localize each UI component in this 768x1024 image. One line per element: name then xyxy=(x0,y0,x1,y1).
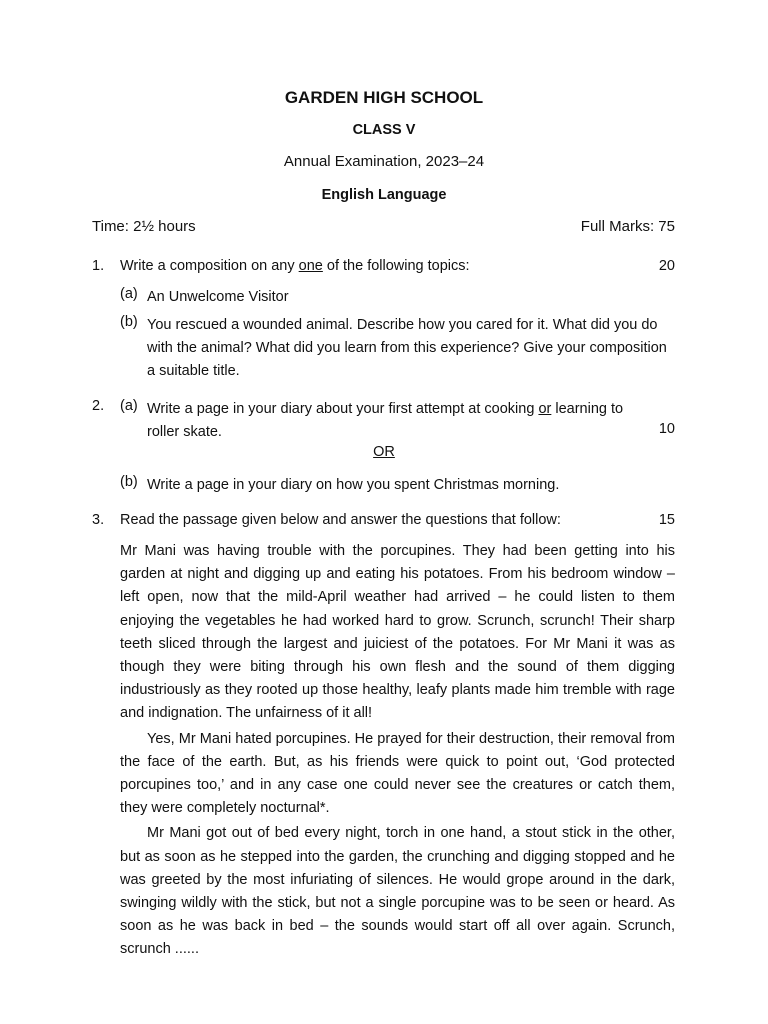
passage-paragraph: Mr Mani got out of bed every night, torch in one hand, a stout stick in the other, but as soon as he stepped into the garden, the crunching and digging stopped and he was greeted by the most infuriating of silences. He would grope around in the dark, swinging wildly with the stick, but not a single porcupine was to be seen or heard. As soon as he was back in bed – the sounds would start off all over again. Scrunch, scrunch ...... xyxy=(120,825,675,958)
option-text: Write a page in your diary on how you spent Christmas morning. xyxy=(147,477,560,493)
option-text-underlined: or xyxy=(538,401,552,417)
class-title: CLASS V xyxy=(352,122,416,138)
subject-title: English Language xyxy=(321,187,447,203)
option-text: An Unwelcome Visitor xyxy=(147,289,289,305)
option-text-part: Write a page in your diary about your first attempt at cooking xyxy=(147,401,539,417)
question-text-part: of the following topics: xyxy=(322,258,470,274)
time-allowed: Time: 2½ hours xyxy=(92,218,196,235)
option-label: (b) xyxy=(120,474,138,490)
question-number: 2. xyxy=(92,398,105,414)
question-text-part: Write a composition on any xyxy=(120,258,299,274)
or-divider: OR xyxy=(373,444,395,460)
exam-title: Annual Examination, 2023–24 xyxy=(283,153,485,170)
question-number: 1. xyxy=(92,258,105,274)
question-text xyxy=(120,258,470,274)
option-text: You rescued a wounded animal. Describe how you cared for it. What did you do with the animal? What did you learn from this experience? Give your composition a suitable title. xyxy=(147,317,667,379)
option-label: (a) xyxy=(120,398,138,414)
time-marks-row xyxy=(92,218,675,235)
reading-passage xyxy=(120,540,675,962)
question-marks: 20 xyxy=(658,258,675,274)
school-name: GARDEN HIGH SCHOOL xyxy=(284,88,484,107)
question-marks: 10 xyxy=(658,421,675,437)
question-text-underlined: one xyxy=(298,258,323,274)
question-number: 3. xyxy=(92,512,105,528)
passage-paragraph: Yes, Mr Mani hated porcupines. He prayed for their destruction, their removal from the face of the earth. But, as his friends were quick to point out, ‘God protected porcupines too,’ and in any case one could never see the creatures or catch them, they were completely nocturnal*. xyxy=(120,730,675,817)
passage-paragraph: Mr Mani was having trouble with the porcupines. They had been getting into his garden at night and digging up and eating his potatoes. From his bedroom window – left open, now that the mild-April weather had arrived – he could listen to them enjoying the vegetables he had worked hard to grow. Scrunch, scrunch! Their sharp teeth sliced through the largest and juiciest of the potatoes. For Mr Mani it was as though they were biting through his own flesh and the sound of them digging industriously as they rooted up those healthy, leafy plants made him tremble with rage and indignation. The unfairness of it all! xyxy=(120,543,675,722)
full-marks: Full Marks: 75 xyxy=(580,218,675,235)
option-label: (a) xyxy=(120,286,138,302)
option-text xyxy=(147,398,651,444)
option-label: (b) xyxy=(120,314,138,330)
option-text-part: learning to roller skate. xyxy=(147,401,624,440)
question-marks: 15 xyxy=(658,512,675,528)
question-text: Read the passage given below and answer the questions that follow: xyxy=(120,512,561,528)
